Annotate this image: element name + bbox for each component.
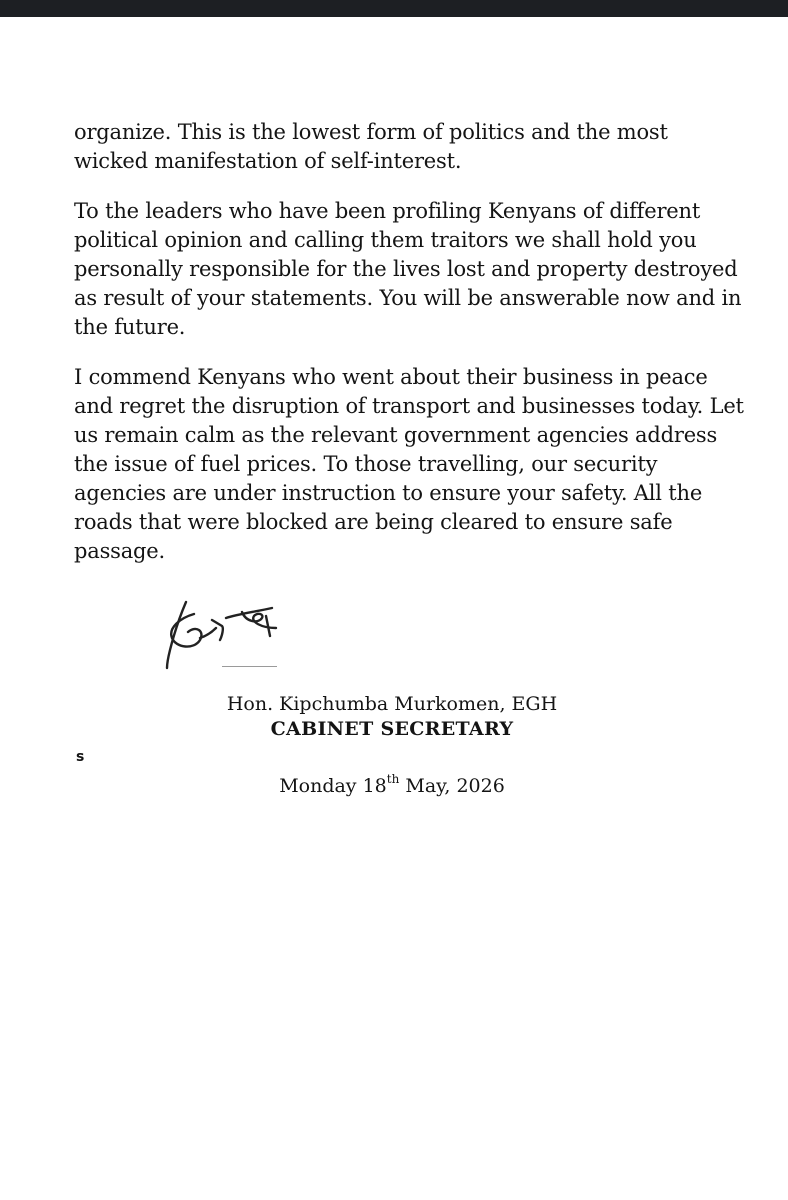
signature-underline [222, 666, 277, 667]
stray-mark: s [76, 749, 85, 765]
letter-body [74, 118, 744, 587]
date-weekday-day: Monday 18 [279, 775, 387, 797]
date-ordinal-suffix: th [386, 772, 400, 786]
date-month-year: May, 2026 [405, 775, 505, 797]
signatory-title: CABINET SECRETARY [270, 718, 514, 740]
paragraph-1: organize. This is the lowest form of politics and the most wicked manifestation of self-interest. [74, 120, 668, 173]
paragraph-3: I commend Kenyans who went about their business in peace and regret the disruption of transport and businesses today. Let us remain calm as the relevant government agencies address the issue of fuel prices. To those travelling, our security agencies are under instruction to ensure your safety. All the roads that were blocked are being cleared to ensure safe passage. [74, 365, 744, 563]
handwritten-signature [150, 592, 300, 672]
date-line [150, 772, 634, 800]
paragraph-2: To the leaders who have been profiling Kenyans of different political opinion and calling them traitors we shall hold you personally responsible for the lives lost and property destroyed as result of your statements. You will be answerable now and in the future. [74, 199, 742, 339]
top-bar [0, 0, 788, 17]
signatory-name: Hon. Kipchumba Murkomen, EGH [226, 693, 558, 715]
